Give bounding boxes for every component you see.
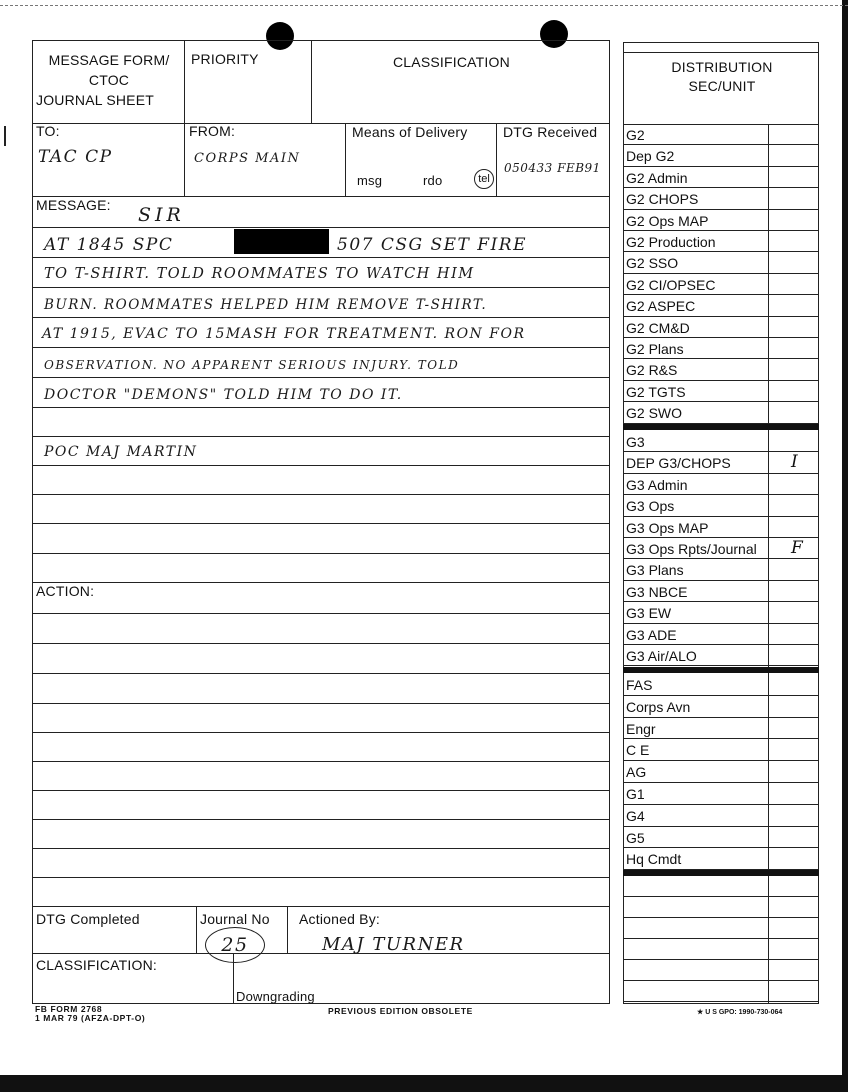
dtg-completed-label: DTG Completed <box>36 911 140 927</box>
distribution-row-label: G2 SSO <box>626 255 679 272</box>
distribution-row-label: Dep G2 <box>626 148 675 165</box>
message-line: AT 1845 SPC <box>44 235 174 255</box>
distribution-row <box>623 338 819 359</box>
section-divider <box>623 424 819 430</box>
distribution-row <box>623 805 819 827</box>
distribution-blank-row <box>623 960 819 981</box>
distribution-row-label: AG <box>626 764 647 781</box>
distribution-row-label: FAS <box>626 677 653 693</box>
to-label: TO: <box>36 123 60 139</box>
distribution-row-label: G2 CI/OPSEC <box>626 276 716 293</box>
distribution-row-label: G3 Plans <box>626 562 684 579</box>
distribution-row-label: G3 Air/ALO <box>626 648 697 664</box>
distribution-row <box>623 317 819 338</box>
section-divider <box>623 667 819 673</box>
actioned-by-value: MAJ TURNER <box>322 934 465 955</box>
distribution-row <box>623 559 819 580</box>
distribution-blank-row <box>623 876 819 897</box>
distribution-row <box>623 452 819 473</box>
message-line: 507 CSG SET FIRE <box>337 235 528 255</box>
distribution-row <box>623 517 819 538</box>
distribution-blank-row <box>623 897 819 918</box>
distribution-row-label: G2 Plans <box>626 341 684 357</box>
distribution-row-label: G2 SWO <box>626 405 683 422</box>
distribution-row-label: G3 ADE <box>626 626 677 643</box>
distribution-row <box>623 474 819 495</box>
distribution-row <box>623 645 819 666</box>
distribution-row <box>623 495 819 516</box>
distribution-row <box>623 252 819 273</box>
distribution-blank-row <box>623 918 819 939</box>
distribution-row <box>623 295 819 316</box>
distribution-row-label: G2 R&S <box>626 362 678 379</box>
distribution-row-label: G3 Ops Rpts/Journal <box>626 541 757 557</box>
actioned-by-label: Actioned By: <box>299 911 380 927</box>
distribution-row <box>623 359 819 380</box>
message-line-poc: POC MAJ MARTIN <box>44 444 198 460</box>
distribution-row <box>623 696 819 718</box>
distribution-row-label: G2 ASPEC <box>626 298 696 315</box>
message-line: DOCTOR "DEMONS" TOLD HIM TO DO IT. <box>44 387 403 403</box>
dtg-received-label: DTG Received <box>503 124 598 140</box>
priority-label: PRIORITY <box>191 51 259 67</box>
distribution-row-label: G2 CHOPS <box>626 191 699 208</box>
from-value: CORPS MAIN <box>194 151 301 166</box>
distribution-row-label: C E <box>626 742 650 759</box>
distribution-blank-row <box>623 939 819 960</box>
distribution-row <box>623 124 819 145</box>
distribution-row <box>623 381 819 402</box>
distribution-row-label: G3 <box>626 434 645 450</box>
message-label: MESSAGE: <box>36 197 111 213</box>
scan-bottom-edge <box>0 1075 848 1092</box>
message-line: OBSERVATION. NO APPARENT SERIOUS INJURY. TOLD <box>44 358 460 372</box>
distribution-row-label: G3 Ops MAP <box>626 519 709 536</box>
redaction-bar <box>234 229 329 254</box>
previous-edition-note: PREVIOUS EDITION OBSOLETE <box>328 1006 473 1016</box>
distribution-row <box>623 848 819 870</box>
distribution-row-label: G2 Ops MAP <box>626 212 709 229</box>
form-title: MESSAGE FORM/ CTOC JOURNAL SHEET <box>36 52 170 108</box>
from-label: FROM: <box>189 123 236 139</box>
means-rdo: rdo <box>423 173 443 188</box>
distribution-row <box>623 581 819 602</box>
distribution-row <box>623 602 819 623</box>
classification-bottom-label: CLASSIFICATION: <box>36 957 157 973</box>
message-line: AT 1915, EVAC TO 15MASH FOR TREATMENT. RON FOR <box>42 326 526 342</box>
distribution-row-label: G2 <box>626 127 645 143</box>
distribution-row-label: Hq Cmdt <box>626 851 682 868</box>
distribution-blank-row <box>623 981 819 1002</box>
form-number: FB FORM 2768 1 MAR 79 (AFZA-DPT-O) <box>35 1004 146 1023</box>
distribution-row-label: G1 <box>626 786 645 802</box>
distribution-row-label: G2 TGTS <box>626 383 686 400</box>
distribution-row <box>623 783 819 805</box>
scan-top-edge <box>0 0 848 6</box>
distribution-row <box>623 827 819 849</box>
distribution-row <box>623 538 819 559</box>
distribution-row-label: Engr <box>626 720 656 737</box>
means-of-delivery-label: Means of Delivery <box>352 124 468 140</box>
distribution-row <box>623 624 819 645</box>
distribution-row-label: G2 Production <box>626 234 716 250</box>
downgrading-label: Downgrading <box>236 989 315 1004</box>
message-line: TO T-SHIRT. TOLD ROOMMATES TO WATCH HIM <box>44 266 475 282</box>
distribution-row <box>623 761 819 783</box>
scan-right-edge <box>842 0 848 1092</box>
to-value: TAC CP <box>38 147 113 167</box>
means-msg: msg <box>357 173 383 188</box>
journal-no-circled: 25 <box>205 927 265 963</box>
distribution-row-label: G2 CM&D <box>626 319 690 336</box>
means-tel-circled: tel <box>474 169 494 189</box>
distribution-row-mark: I <box>791 452 798 473</box>
distribution-row <box>623 431 819 452</box>
distribution-row <box>623 188 819 209</box>
distribution-row-label: G3 Ops <box>626 498 675 515</box>
message-line-salutation: SIR <box>138 204 185 226</box>
distribution-row-label: G5 <box>626 829 645 846</box>
classification-label: CLASSIFICATION <box>393 54 510 70</box>
gpo-note: ★ U S GPO: 1990-730-064 <box>697 1009 783 1016</box>
distribution-row <box>623 145 819 166</box>
action-label: ACTION: <box>36 583 95 599</box>
distribution-row-label: G3 NBCE <box>626 583 688 600</box>
message-line: BURN. ROOMMATES HELPED HIM REMOVE T-SHIRT. <box>44 297 488 313</box>
distribution-row-label: Corps Avn <box>626 698 691 715</box>
distribution-row <box>623 210 819 231</box>
journal-no-label: Journal No <box>200 911 270 927</box>
distribution-row <box>623 274 819 295</box>
distribution-row-label: G3 EW <box>626 605 672 622</box>
distribution-row <box>623 718 819 740</box>
distribution-row-label: G2 Admin <box>626 169 688 186</box>
distribution-row <box>623 402 819 423</box>
distribution-row <box>623 674 819 696</box>
distribution-row-label: G4 <box>626 807 645 824</box>
distribution-header: DISTRIBUTION SEC/UNIT <box>671 59 773 94</box>
distribution-row-mark: F <box>791 538 803 558</box>
dtg-received-value: 050433 FEB91 <box>504 161 601 175</box>
distribution-row-label: DEP G3/CHOPS <box>626 455 731 472</box>
distribution-row <box>623 739 819 761</box>
distribution-row <box>623 167 819 188</box>
scan-left-mark <box>4 126 6 146</box>
distribution-row-label: G3 Admin <box>626 476 688 493</box>
distribution-row <box>623 231 819 252</box>
